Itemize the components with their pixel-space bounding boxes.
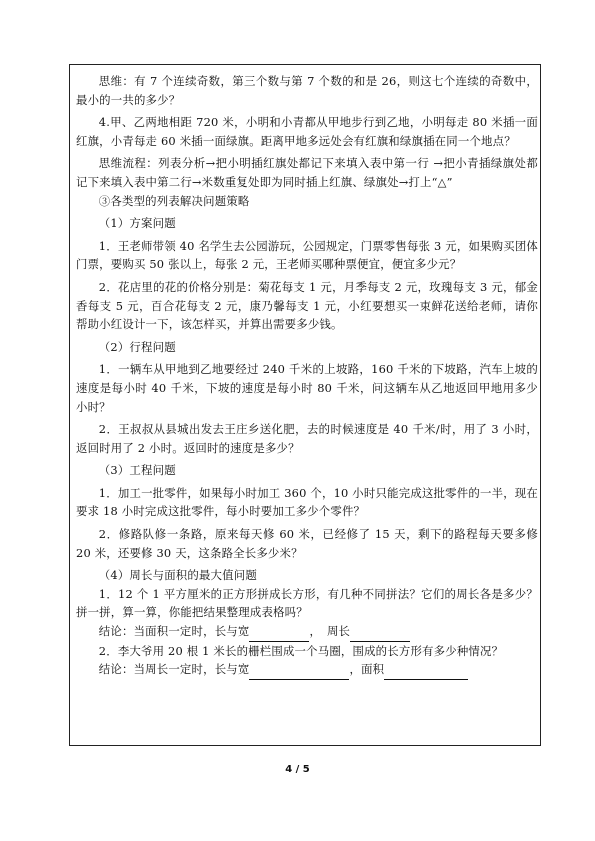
paragraph-work-1: 1．加工一批零件，如果每小时加工 360 个，10 小时只能完成这批零件的一半，现在要求 18 小时完成这批零件，每小时要加工多少个零件？: [76, 485, 538, 519]
conclusion-perimeter-fixed: [76, 660, 538, 680]
paragraph-travel-1: 1．一辆车从甲地到乙地要经过 240 千米的上坡路，160 千米的下坡路，汽车上坡的速度是每小时 40 千米，下坡的速度是每小时 80 千米，问这辆车从乙地返回甲地用多少小时？: [76, 362, 538, 414]
answer-blank[interactable]: [249, 622, 309, 642]
answer-blank[interactable]: [384, 660, 468, 680]
section-heading-strategies: ③各类型的列表解决问题策略: [98, 193, 250, 208]
paragraph-problem-4: 4.甲、乙两地相距 720 米，小明和小青都从甲地步行到乙地，小明每走 80 米插一面红旗，小青每走 60 米插一面绿旗。距离甲地多远处会有红旗和绿旗插在同一个地点？: [76, 115, 538, 148]
paragraph-work-2: 2．修路队修一条路，原来每天修 60 米，已经修了 15 天，剩下的路程每天要多修 20 米，还要修 30 天，这条路全长多少米？: [76, 527, 538, 560]
paragraph-thinking-odd-numbers: 思维：有 7 个连续奇数，第三个数与第 7 个数的和是 26，则这七个连续的奇数中，最小的一共的多少？: [76, 74, 538, 107]
paragraph-plan-2: 2．花店里的花的价格分别是：菊花每支 1 元，月季每支 2 元，玫瑰每支 3 元，郁金香每支 5 元，百合花每支 2 元，康乃馨每支 1 元，小红要想买一束鲜花送给老师，请你帮助小红设计一下，该怎样买，并算出需要多少钱。: [76, 279, 538, 332]
subheading-travel-problems: （2）行程问题: [98, 339, 176, 354]
paragraph-travel-2: 2．王叔叔从县城出发去王庄乡送化肥，去的时候速度是 40 千米/时，用了 3 小时，返回时用了 2 小时。返回时的速度是多少？: [76, 422, 538, 455]
conclusion-2-middle: ，面积: [349, 662, 385, 677]
page-number: 4 / 5: [285, 764, 310, 775]
conclusion-1-middle: ， 周长: [309, 624, 351, 639]
paragraph-perimeter-1: 1．12 个 1 平方厘米的正方形拼成长方形，有几种不同拼法？它们的周长各是多少？拼一拼，算一算，你能把结果整理成表格吗？: [76, 586, 538, 620]
paragraph-thinking-flow: 思维流程：列表分析→把小明插红旗处都记下来填入表中第一行 →把小青插绿旗处都记下来填入表中第二行→米数重复处即为同时插上红旗、绿旗处→打上“△”: [76, 156, 538, 189]
answer-blank[interactable]: [249, 660, 349, 680]
paragraph-fence-problem: 2．李大爷用 20 根 1 米长的栅栏围成一个马圈，围成的长方形有多少种情况？: [98, 643, 504, 658]
conclusion-1-prefix: 结论：当面积一定时，长与宽: [98, 624, 250, 639]
subheading-work-problems: （3）工程问题: [98, 463, 176, 478]
conclusion-area-fixed: [76, 622, 538, 642]
subheading-plan-problems: （1）方案问题: [98, 216, 176, 231]
answer-blank[interactable]: [350, 622, 410, 642]
document-body: [76, 72, 538, 680]
conclusion-2-prefix: 结论：当周长一定时，长与宽: [98, 662, 250, 677]
paragraph-plan-1: 1．王老师带领 40 名学生去公园游玩，公园规定，门票零售每张 3 元，如果购买团体门票，要购买 50 张以上，每张 2 元，王老师买哪种票便宜，便宜多少元？: [76, 238, 538, 272]
subheading-perimeter-area: （4）周长与面积的最大值问题: [98, 568, 257, 583]
